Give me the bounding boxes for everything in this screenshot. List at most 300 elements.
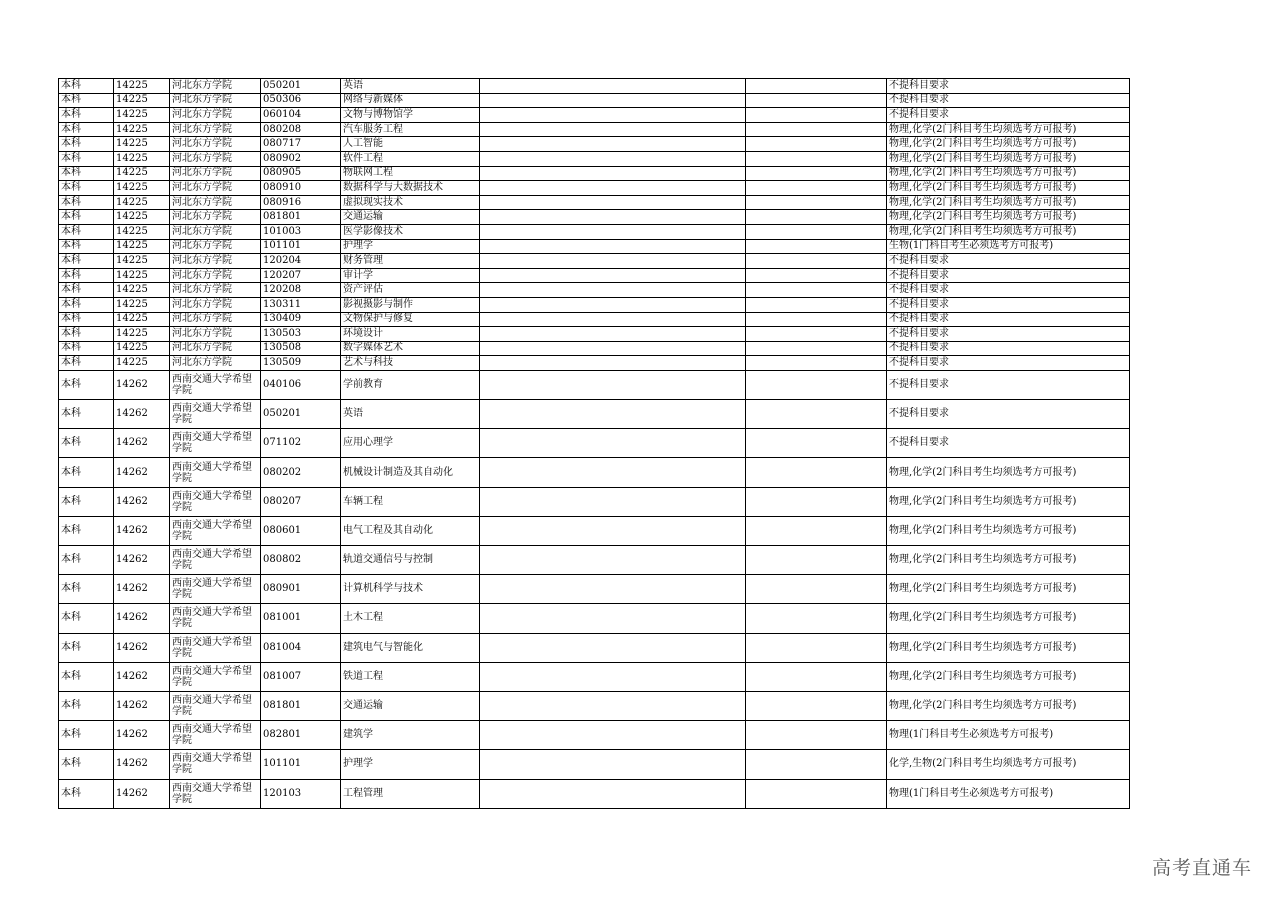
cell-empty [480, 210, 746, 225]
cell-level: 本科 [59, 750, 114, 779]
cell-school-code: 14262 [114, 721, 170, 750]
cell-empty [746, 575, 887, 604]
cell-school-name: 河北东方学院 [170, 312, 261, 327]
cell-subject-requirement: 物理,化学(2门科目考生均须选考方可报考) [887, 122, 1130, 137]
cell-major-code: 080208 [261, 122, 341, 137]
cell-school-code: 14262 [114, 487, 170, 516]
table-row [59, 166, 1130, 181]
cell-level: 本科 [59, 400, 114, 429]
cell-school-name: 西南交通大学希望学院 [170, 575, 261, 604]
cell-major-name: 艺术与科技 [341, 356, 480, 371]
cell-level: 本科 [59, 181, 114, 196]
cell-major-code: 081801 [261, 210, 341, 225]
cell-subject-requirement: 不提科目要求 [887, 312, 1130, 327]
cell-major-code: 101101 [261, 750, 341, 779]
table-row [59, 210, 1130, 225]
cell-school-code: 14262 [114, 546, 170, 575]
cell-empty [746, 137, 887, 152]
cell-school-name: 西南交通大学希望学院 [170, 721, 261, 750]
cell-level: 本科 [59, 487, 114, 516]
cell-empty [746, 633, 887, 662]
cell-empty [746, 239, 887, 254]
cell-major-code: 082801 [261, 721, 341, 750]
cell-empty [480, 356, 746, 371]
table-row [59, 662, 1130, 691]
cell-major-code: 080916 [261, 195, 341, 210]
cell-school-name: 河北东方学院 [170, 137, 261, 152]
cell-empty [746, 224, 887, 239]
cell-level: 本科 [59, 370, 114, 399]
table-row [59, 604, 1130, 633]
cell-empty [480, 327, 746, 342]
table-row [59, 575, 1130, 604]
cell-empty [480, 283, 746, 298]
cell-school-code: 14262 [114, 691, 170, 720]
cell-school-name: 西南交通大学希望学院 [170, 370, 261, 399]
table-row [59, 546, 1130, 575]
cell-empty [480, 779, 746, 808]
cell-major-name: 工程管理 [341, 779, 480, 808]
cell-major-code: 050306 [261, 93, 341, 108]
cell-subject-requirement: 不提科目要求 [887, 108, 1130, 123]
cell-major-code: 120208 [261, 283, 341, 298]
cell-school-name: 河北东方学院 [170, 297, 261, 312]
cell-major-code: 050201 [261, 79, 341, 94]
cell-school-name: 西南交通大学希望学院 [170, 429, 261, 458]
cell-school-name: 河北东方学院 [170, 341, 261, 356]
table-row [59, 750, 1130, 779]
cell-school-code: 14225 [114, 312, 170, 327]
cell-level: 本科 [59, 93, 114, 108]
cell-subject-requirement: 物理,化学(2门科目考生均须选考方可报考) [887, 546, 1130, 575]
table-row [59, 137, 1130, 152]
cell-empty [480, 312, 746, 327]
cell-school-code: 14225 [114, 224, 170, 239]
cell-empty [480, 546, 746, 575]
cell-subject-requirement: 不提科目要求 [887, 93, 1130, 108]
cell-subject-requirement: 不提科目要求 [887, 356, 1130, 371]
cell-school-name: 河北东方学院 [170, 254, 261, 269]
cell-empty [480, 297, 746, 312]
cell-empty [746, 721, 887, 750]
cell-major-code: 081801 [261, 691, 341, 720]
cell-school-code: 14225 [114, 356, 170, 371]
cell-empty [746, 487, 887, 516]
cell-empty [480, 224, 746, 239]
table-row [59, 224, 1130, 239]
cell-major-name: 应用心理学 [341, 429, 480, 458]
cell-major-name: 虚拟现实技术 [341, 195, 480, 210]
cell-subject-requirement: 物理,化学(2门科目考生均须选考方可报考) [887, 633, 1130, 662]
cell-empty [746, 429, 887, 458]
cell-major-name: 汽车服务工程 [341, 122, 480, 137]
cell-subject-requirement: 不提科目要求 [887, 79, 1130, 94]
cell-empty [746, 779, 887, 808]
cell-school-name: 河北东方学院 [170, 224, 261, 239]
cell-empty [746, 79, 887, 94]
cell-major-code: 101101 [261, 239, 341, 254]
cell-major-name: 影视摄影与制作 [341, 297, 480, 312]
cell-school-name: 河北东方学院 [170, 151, 261, 166]
cell-empty [746, 400, 887, 429]
table-row [59, 297, 1130, 312]
cell-level: 本科 [59, 458, 114, 487]
cell-school-name: 河北东方学院 [170, 268, 261, 283]
cell-level: 本科 [59, 166, 114, 181]
cell-empty [746, 122, 887, 137]
cell-school-code: 14225 [114, 297, 170, 312]
cell-school-code: 14225 [114, 181, 170, 196]
cell-major-code: 080910 [261, 181, 341, 196]
cell-major-code: 101003 [261, 224, 341, 239]
cell-major-code: 060104 [261, 108, 341, 123]
cell-school-name: 西南交通大学希望学院 [170, 779, 261, 808]
cell-subject-requirement: 物理,化学(2门科目考生均须选考方可报考) [887, 166, 1130, 181]
cell-school-code: 14262 [114, 370, 170, 399]
cell-major-code: 080905 [261, 166, 341, 181]
table-row [59, 122, 1130, 137]
cell-major-code: 120103 [261, 779, 341, 808]
cell-subject-requirement: 物理,化学(2门科目考生均须选考方可报考) [887, 195, 1130, 210]
cell-major-name: 交通运输 [341, 691, 480, 720]
cell-major-name: 计算机科学与技术 [341, 575, 480, 604]
table-row [59, 79, 1130, 94]
cell-school-name: 西南交通大学希望学院 [170, 662, 261, 691]
cell-empty [746, 750, 887, 779]
cell-school-code: 14262 [114, 429, 170, 458]
cell-level: 本科 [59, 195, 114, 210]
cell-major-code: 071102 [261, 429, 341, 458]
cell-empty [480, 370, 746, 399]
cell-empty [746, 458, 887, 487]
cell-school-name: 河北东方学院 [170, 327, 261, 342]
cell-school-code: 14225 [114, 137, 170, 152]
cell-empty [746, 516, 887, 545]
cell-empty [746, 327, 887, 342]
cell-school-code: 14225 [114, 268, 170, 283]
cell-major-code: 130509 [261, 356, 341, 371]
cell-school-code: 14225 [114, 166, 170, 181]
cell-subject-requirement: 不提科目要求 [887, 429, 1130, 458]
cell-subject-requirement: 物理(1门科目考生必须选考方可报考) [887, 779, 1130, 808]
cell-empty [480, 79, 746, 94]
table-row [59, 633, 1130, 662]
cell-school-name: 河北东方学院 [170, 166, 261, 181]
cell-level: 本科 [59, 429, 114, 458]
cell-empty [480, 239, 746, 254]
cell-major-name: 英语 [341, 79, 480, 94]
cell-school-code: 14262 [114, 633, 170, 662]
cell-empty [480, 108, 746, 123]
cell-empty [480, 487, 746, 516]
cell-level: 本科 [59, 341, 114, 356]
cell-level: 本科 [59, 779, 114, 808]
cell-empty [480, 575, 746, 604]
cell-school-code: 14225 [114, 195, 170, 210]
cell-subject-requirement: 物理(1门科目考生必须选考方可报考) [887, 721, 1130, 750]
cell-level: 本科 [59, 604, 114, 633]
cell-school-name: 河北东方学院 [170, 79, 261, 94]
cell-empty [480, 181, 746, 196]
cell-major-name: 资产评估 [341, 283, 480, 298]
cell-level: 本科 [59, 662, 114, 691]
cell-subject-requirement: 不提科目要求 [887, 297, 1130, 312]
cell-empty [746, 108, 887, 123]
cell-subject-requirement: 不提科目要求 [887, 370, 1130, 399]
cell-major-code: 040106 [261, 370, 341, 399]
cell-empty [480, 137, 746, 152]
cell-empty [746, 341, 887, 356]
cell-empty [746, 691, 887, 720]
cell-level: 本科 [59, 283, 114, 298]
cell-level: 本科 [59, 122, 114, 137]
cell-level: 本科 [59, 79, 114, 94]
cell-major-code: 080802 [261, 546, 341, 575]
cell-subject-requirement: 物理,化学(2门科目考生均须选考方可报考) [887, 516, 1130, 545]
cell-school-name: 河北东方学院 [170, 195, 261, 210]
cell-empty [480, 691, 746, 720]
cell-subject-requirement: 不提科目要求 [887, 400, 1130, 429]
table-row [59, 779, 1130, 808]
table-row [59, 691, 1130, 720]
cell-school-code: 14225 [114, 122, 170, 137]
cell-major-name: 机械设计制造及其自动化 [341, 458, 480, 487]
cell-major-code: 130409 [261, 312, 341, 327]
table-row [59, 487, 1130, 516]
table-row [59, 195, 1130, 210]
cell-school-name: 河北东方学院 [170, 283, 261, 298]
cell-subject-requirement: 物理,化学(2门科目考生均须选考方可报考) [887, 224, 1130, 239]
cell-major-name: 车辆工程 [341, 487, 480, 516]
cell-empty [480, 254, 746, 269]
table-row [59, 458, 1130, 487]
cell-major-name: 护理学 [341, 239, 480, 254]
cell-empty [480, 341, 746, 356]
cell-major-code: 080601 [261, 516, 341, 545]
cell-school-name: 河北东方学院 [170, 122, 261, 137]
cell-major-code: 120204 [261, 254, 341, 269]
cell-empty [480, 721, 746, 750]
cell-school-name: 西南交通大学希望学院 [170, 487, 261, 516]
cell-school-name: 西南交通大学希望学院 [170, 516, 261, 545]
cell-subject-requirement: 物理,化学(2门科目考生均须选考方可报考) [887, 487, 1130, 516]
cell-major-code: 080901 [261, 575, 341, 604]
table-row [59, 151, 1130, 166]
cell-major-name: 数字媒体艺术 [341, 341, 480, 356]
cell-major-name: 护理学 [341, 750, 480, 779]
cell-empty [746, 195, 887, 210]
cell-level: 本科 [59, 297, 114, 312]
cell-major-name: 英语 [341, 400, 480, 429]
cell-school-code: 14225 [114, 93, 170, 108]
table-row [59, 108, 1130, 123]
cell-school-code: 14225 [114, 108, 170, 123]
cell-major-name: 软件工程 [341, 151, 480, 166]
cell-school-code: 14262 [114, 750, 170, 779]
cell-empty [480, 662, 746, 691]
cell-empty [746, 283, 887, 298]
cell-empty [480, 166, 746, 181]
cell-major-code: 081007 [261, 662, 341, 691]
cell-major-name: 交通运输 [341, 210, 480, 225]
cell-subject-requirement: 物理,化学(2门科目考生均须选考方可报考) [887, 137, 1130, 152]
cell-school-name: 西南交通大学希望学院 [170, 400, 261, 429]
table-row [59, 516, 1130, 545]
cell-empty [746, 297, 887, 312]
cell-major-code: 081004 [261, 633, 341, 662]
cell-major-name: 电气工程及其自动化 [341, 516, 480, 545]
cell-empty [480, 633, 746, 662]
cell-school-code: 14262 [114, 400, 170, 429]
admission-requirements-table [58, 78, 1130, 809]
cell-school-name: 河北东方学院 [170, 108, 261, 123]
cell-major-name: 文物与博物馆学 [341, 108, 480, 123]
cell-subject-requirement: 不提科目要求 [887, 327, 1130, 342]
cell-empty [480, 93, 746, 108]
cell-major-code: 130503 [261, 327, 341, 342]
cell-school-code: 14225 [114, 327, 170, 342]
cell-school-code: 14225 [114, 210, 170, 225]
cell-major-code: 080202 [261, 458, 341, 487]
cell-major-code: 130311 [261, 297, 341, 312]
cell-major-name: 审计学 [341, 268, 480, 283]
cell-major-name: 财务管理 [341, 254, 480, 269]
cell-school-code: 14225 [114, 239, 170, 254]
cell-school-code: 14225 [114, 341, 170, 356]
cell-empty [746, 254, 887, 269]
cell-subject-requirement: 不提科目要求 [887, 254, 1130, 269]
cell-empty [746, 546, 887, 575]
cell-major-name: 数据科学与大数据技术 [341, 181, 480, 196]
cell-empty [746, 604, 887, 633]
cell-level: 本科 [59, 151, 114, 166]
cell-subject-requirement: 物理,化学(2门科目考生均须选考方可报考) [887, 181, 1130, 196]
cell-empty [480, 750, 746, 779]
cell-subject-requirement: 化学,生物(2门科目考生均须选考方可报考) [887, 750, 1130, 779]
cell-empty [480, 122, 746, 137]
table-row [59, 283, 1130, 298]
cell-school-name: 西南交通大学希望学院 [170, 691, 261, 720]
cell-subject-requirement: 不提科目要求 [887, 268, 1130, 283]
cell-major-code: 050201 [261, 400, 341, 429]
cell-major-name: 网络与新媒体 [341, 93, 480, 108]
cell-level: 本科 [59, 210, 114, 225]
cell-major-code: 081001 [261, 604, 341, 633]
cell-subject-requirement: 物理,化学(2门科目考生均须选考方可报考) [887, 662, 1130, 691]
cell-level: 本科 [59, 268, 114, 283]
cell-major-code: 120207 [261, 268, 341, 283]
cell-level: 本科 [59, 516, 114, 545]
cell-subject-requirement: 物理,化学(2门科目考生均须选考方可报考) [887, 691, 1130, 720]
table-row [59, 312, 1130, 327]
cell-level: 本科 [59, 691, 114, 720]
cell-major-name: 学前教育 [341, 370, 480, 399]
table-row [59, 93, 1130, 108]
cell-empty [480, 604, 746, 633]
cell-empty [746, 151, 887, 166]
cell-school-name: 河北东方学院 [170, 93, 261, 108]
table-row [59, 429, 1130, 458]
cell-school-name: 西南交通大学希望学院 [170, 633, 261, 662]
cell-school-name: 河北东方学院 [170, 239, 261, 254]
cell-subject-requirement: 物理,化学(2门科目考生均须选考方可报考) [887, 210, 1130, 225]
cell-empty [746, 181, 887, 196]
cell-empty [480, 151, 746, 166]
cell-empty [746, 268, 887, 283]
cell-empty [746, 356, 887, 371]
cell-level: 本科 [59, 312, 114, 327]
cell-major-name: 环境设计 [341, 327, 480, 342]
cell-subject-requirement: 物理,化学(2门科目考生均须选考方可报考) [887, 151, 1130, 166]
cell-subject-requirement: 不提科目要求 [887, 283, 1130, 298]
cell-major-name: 建筑电气与智能化 [341, 633, 480, 662]
cell-school-code: 14262 [114, 604, 170, 633]
cell-empty [480, 458, 746, 487]
cell-level: 本科 [59, 721, 114, 750]
cell-level: 本科 [59, 356, 114, 371]
cell-level: 本科 [59, 239, 114, 254]
cell-empty [746, 166, 887, 181]
cell-school-code: 14262 [114, 779, 170, 808]
cell-empty [480, 429, 746, 458]
table-row [59, 268, 1130, 283]
cell-school-code: 14225 [114, 151, 170, 166]
cell-empty [746, 370, 887, 399]
cell-school-code: 14262 [114, 458, 170, 487]
cell-level: 本科 [59, 546, 114, 575]
cell-major-name: 建筑学 [341, 721, 480, 750]
cell-major-name: 医学影像技术 [341, 224, 480, 239]
cell-school-name: 西南交通大学希望学院 [170, 750, 261, 779]
cell-school-code: 14225 [114, 283, 170, 298]
table-row [59, 239, 1130, 254]
cell-major-code: 080902 [261, 151, 341, 166]
cell-school-code: 14262 [114, 516, 170, 545]
cell-school-name: 西南交通大学希望学院 [170, 458, 261, 487]
cell-major-code: 080207 [261, 487, 341, 516]
cell-major-name: 铁道工程 [341, 662, 480, 691]
cell-school-name: 河北东方学院 [170, 210, 261, 225]
cell-empty [746, 210, 887, 225]
cell-subject-requirement: 不提科目要求 [887, 341, 1130, 356]
cell-major-name: 轨道交通信号与控制 [341, 546, 480, 575]
cell-level: 本科 [59, 327, 114, 342]
cell-subject-requirement: 物理,化学(2门科目考生均须选考方可报考) [887, 604, 1130, 633]
cell-level: 本科 [59, 108, 114, 123]
cell-school-name: 西南交通大学希望学院 [170, 546, 261, 575]
table-row [59, 254, 1130, 269]
cell-school-name: 西南交通大学希望学院 [170, 604, 261, 633]
table-body [59, 79, 1130, 809]
cell-school-code: 14225 [114, 79, 170, 94]
table-row [59, 370, 1130, 399]
cell-empty [480, 400, 746, 429]
cell-subject-requirement: 生物(1门科目考生必须选考方可报考) [887, 239, 1130, 254]
cell-empty [746, 312, 887, 327]
table-row [59, 400, 1130, 429]
table-row [59, 181, 1130, 196]
cell-school-code: 14262 [114, 575, 170, 604]
cell-school-name: 河北东方学院 [170, 356, 261, 371]
cell-school-code: 14225 [114, 254, 170, 269]
cell-level: 本科 [59, 575, 114, 604]
table-row [59, 327, 1130, 342]
table-row [59, 356, 1130, 371]
cell-empty [480, 516, 746, 545]
cell-level: 本科 [59, 633, 114, 662]
cell-major-name: 文物保护与修复 [341, 312, 480, 327]
table-row [59, 341, 1130, 356]
